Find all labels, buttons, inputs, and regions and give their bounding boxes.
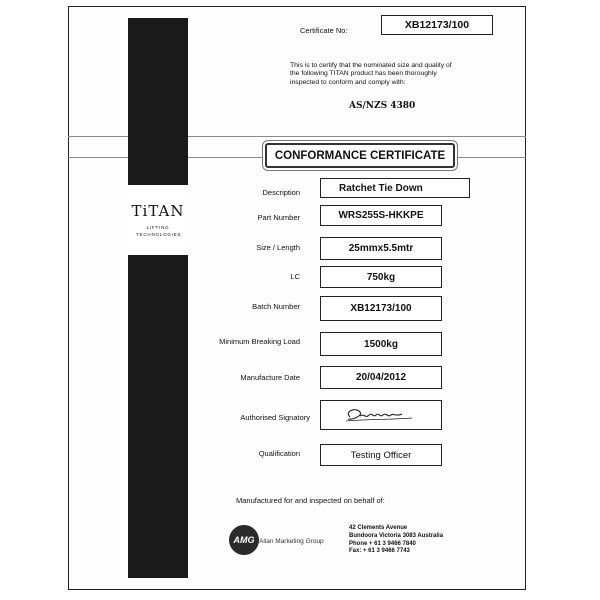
manufactured-for-text: Manufactured for and inspected on behalf of: xyxy=(236,496,385,505)
field-label-manufacture-date: Manufacture Date xyxy=(240,373,300,382)
address-line: Bundoora Victoria 3083 Australia xyxy=(349,532,444,539)
field-value-minimum-breaking-load: 1500kg xyxy=(320,332,442,356)
company-name: Allan Marketing Group xyxy=(259,538,324,545)
amg-logo-text: AMG xyxy=(233,535,255,545)
address-line: 42 Clements Avenue xyxy=(349,525,408,531)
titan-logo-name: TiTAN xyxy=(131,201,185,220)
brand-band xyxy=(128,18,188,578)
field-label-part-number: Part Number xyxy=(257,213,300,222)
signature-box xyxy=(320,400,442,430)
field-label-authorised-signatory: Authorised Signatory xyxy=(240,413,310,422)
standard-reference: AS/NZS 4380 xyxy=(349,101,416,111)
field-label-size-length: Size / Length xyxy=(256,243,300,252)
field-label-lc: LC xyxy=(290,272,300,281)
certification-statement: This is to certify that the nominated size and quality of the following TITAN product has been thoroughly inspected to conform and comply with: xyxy=(290,62,452,86)
certificate-number-label: Certificate No: xyxy=(300,26,348,35)
field-value-part-number: WRS255S-HKKPE xyxy=(320,205,442,226)
phone-line: Phone + 61 3 9466 7840 xyxy=(349,540,416,547)
field-label-qualification: Qualification xyxy=(258,449,300,458)
field-value-manufacture-date: 20/04/2012 xyxy=(320,366,442,389)
amg-logo xyxy=(229,525,259,555)
field-label-description: Description xyxy=(262,188,300,197)
titan-logo-tagline: LIFTING TECHNOLOGIES xyxy=(136,224,182,237)
field-value-batch-number: XB12173/100 xyxy=(320,296,442,321)
handwritten-signature xyxy=(336,403,426,427)
certificate-title: CONFORMANCE CERTIFICATE xyxy=(265,143,455,168)
field-value-lc: 750kg xyxy=(320,266,442,288)
fax-line: Fax: + 61 3 9466 7743 xyxy=(349,548,410,555)
company-address xyxy=(349,525,443,556)
field-label-minimum-breaking-load: Minimum Breaking Load xyxy=(219,337,300,346)
field-value-size-length: 25mmx5.5mtr xyxy=(320,237,442,260)
field-value-qualification: Testing Officer xyxy=(320,444,442,466)
certificate-number: XB12173/100 xyxy=(381,15,493,35)
field-value-description: Ratchet Tie Down xyxy=(320,178,470,198)
field-label-batch-number: Batch Number xyxy=(252,302,300,311)
